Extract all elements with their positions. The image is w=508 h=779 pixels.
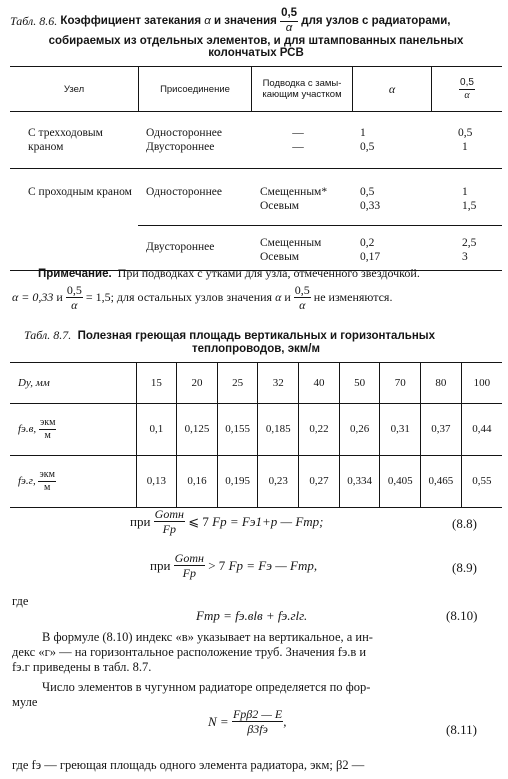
equation-8-9	[150, 552, 317, 579]
cell-connection: Одностороннее	[146, 186, 222, 198]
value-cell: 0,22	[299, 403, 340, 455]
eq-rhs: Fр = Fэ1+p — Fтр;	[212, 513, 324, 529]
cell-ratio: 1,5	[462, 200, 477, 212]
cell-ratio: 1	[462, 141, 468, 153]
table-label: Табл. 8.7.	[24, 328, 72, 342]
cell-alpha: 0,5	[360, 141, 375, 153]
diameter-cell: 70	[380, 363, 421, 403]
note-text: не изменяются.	[313, 290, 393, 304]
note-alpha-eq: α = 0,33	[12, 290, 54, 304]
equation-8-11	[208, 708, 287, 735]
value-cell: 0,125	[177, 403, 218, 455]
value-cell: 0,55	[461, 455, 502, 507]
eq-text: при	[150, 557, 171, 573]
diameter-cell: 32	[258, 363, 299, 403]
paragraph-line: где fэ — греющая площадь одного элемента радиатора, экм; β2 —	[12, 758, 365, 772]
note-text: и	[56, 290, 63, 304]
equation-8-8	[130, 508, 324, 535]
paragraph	[12, 680, 504, 710]
where-word: где	[12, 594, 29, 608]
cell-ratio: 0,5	[458, 127, 473, 139]
eq-fraction: $\frac{\text{Fрβ2 — E}}{\beta 3fэ}$	[232, 707, 283, 736]
caption-text: и значения	[214, 15, 277, 27]
table-row	[138, 169, 502, 226]
equation-number: (8.9)	[452, 560, 477, 575]
caption-line-2: собираемых из отдельных элементов, и для штампованных панельных	[48, 35, 464, 47]
eq-relation: > 7	[208, 557, 226, 573]
value-cell: 0,23	[258, 455, 299, 507]
paragraph	[12, 630, 504, 675]
paragraph-line: В формуле (8.10) индекс «в» указывает на вертикальное, а ин-	[42, 630, 373, 644]
caption-line-3: колончатых РСВ	[208, 47, 304, 59]
cell-feed: Осевым	[260, 251, 300, 263]
diameter-cell: 15	[136, 363, 177, 403]
dy-label: Dу, мм	[18, 376, 50, 389]
note	[12, 266, 504, 311]
value-cell: 0,26	[339, 403, 380, 455]
table-8-6	[10, 66, 502, 271]
table-row	[10, 455, 502, 507]
row-label: fэ.г, $\frac{\text{экм}}{м}$	[18, 468, 55, 493]
cell-feed: Смещенным	[260, 237, 322, 249]
cell-feed: —	[292, 141, 304, 153]
row-label: fэ.в, $\frac{\text{экм}}{м}$	[18, 416, 56, 441]
eq-rhs: Fр = Fэ — Fтр,	[228, 557, 318, 573]
cell-ratio: 1	[462, 186, 468, 198]
note-text: = 1,5; для остальных узлов значения	[85, 290, 273, 304]
caption-fraction: $\frac{0,5}{\alpha}$	[281, 7, 298, 34]
cell-alpha: 0,2	[360, 237, 375, 249]
table-row-group	[10, 169, 502, 271]
header-feed: Подводка с замы-кающим участком	[251, 67, 352, 111]
diameter-cell: 80	[421, 363, 462, 403]
value-cell: 0,155	[217, 403, 258, 455]
paragraph-line: муле	[12, 695, 38, 709]
cell-connection: Двустороннее	[146, 241, 215, 253]
cell-alpha: 1	[360, 127, 366, 139]
value-cell: 0,195	[217, 455, 258, 507]
value-cell: 0,185	[258, 403, 299, 455]
cell-feed: —	[292, 127, 304, 139]
equation-number: (8.8)	[452, 516, 477, 531]
header-ratio: $\frac{0,5}{\alpha}$	[431, 67, 502, 111]
alpha-symbol: α	[275, 290, 282, 304]
eq-text: при	[130, 513, 151, 529]
cell-node: С трехходовым краном	[28, 127, 103, 153]
table-8-6-caption	[10, 8, 502, 59]
header-node: Узел	[63, 83, 85, 95]
cell-ratio: 2,5	[462, 237, 477, 249]
table-row	[138, 226, 502, 270]
paragraph-line: декс «г» — на горизонтальное расположение труб. Значения fэ.в и	[12, 645, 367, 659]
equation-number: (8.10)	[446, 608, 478, 623]
cell-connection: Двустороннее	[146, 141, 215, 153]
caption-line-2: теплопроводов, экм/м	[191, 343, 321, 355]
value-cell: 0,44	[461, 403, 502, 455]
value-cell: 0,13	[136, 455, 177, 507]
cell-alpha: 0,5	[360, 186, 375, 198]
value-cell: 0,334	[339, 455, 380, 507]
value-cell: 0,465	[421, 455, 462, 507]
caption-text: Полезная греющая площадь вертикальных и горизонтальных	[77, 330, 435, 342]
eq-relation: ⩽ 7	[188, 513, 209, 529]
table-8-7	[10, 362, 502, 508]
cell-feed: Смещенным*	[260, 186, 328, 198]
note-label: Примечание.	[38, 268, 112, 280]
note-fraction: $\frac{0,5}{\alpha}$	[66, 283, 82, 312]
diameter-row	[10, 363, 502, 403]
paragraph-line: fэ.г приведены в табл. 8.7.	[12, 660, 152, 674]
cell-feed: Осевым	[260, 200, 300, 212]
header-connection: Присоединение	[138, 67, 251, 111]
eq-lhs: N =	[208, 713, 229, 729]
eq-text: ,	[283, 713, 287, 729]
table-row	[10, 403, 502, 455]
note-text: и	[284, 290, 291, 304]
diameter-cell: 20	[177, 363, 218, 403]
equation-number: (8.11)	[446, 722, 477, 737]
value-cell: 0,27	[299, 455, 340, 507]
alpha-symbol: α	[204, 15, 211, 27]
table-label: Табл. 8.6.	[10, 13, 58, 28]
caption-text: для узлов с радиаторами,	[301, 15, 451, 27]
cell-alpha: 0,33	[360, 200, 381, 212]
value-cell: 0,405	[380, 455, 421, 507]
cell-ratio: 3	[462, 251, 468, 263]
value-cell: 0,31	[380, 403, 421, 455]
diameter-cell: 25	[217, 363, 258, 403]
eq-fraction: $\frac{\text{Gотн}}{Fр}$	[154, 507, 184, 536]
table-row	[10, 112, 502, 169]
diameter-cell: 50	[339, 363, 380, 403]
paragraph-line: Число элементов в чугунном радиаторе определяется по фор-	[42, 680, 371, 694]
value-cell: 0,16	[177, 455, 218, 507]
value-cell: 0,1	[136, 403, 177, 455]
cell-alpha: 0,17	[360, 251, 381, 263]
diameter-cell: 40	[299, 363, 340, 403]
eq-fraction: $\frac{\text{Gотн}}{Fр}$	[174, 551, 204, 580]
note-fraction: $\frac{0,5}{\alpha}$	[294, 283, 310, 312]
table-header-row	[10, 67, 502, 112]
cell-connection: Одностороннее	[146, 127, 222, 139]
cell-node: С проходным краном	[28, 186, 132, 198]
value-cell: 0,37	[421, 403, 462, 455]
equation-8-10: Fтр = fэ.вlв + fэ.гlг.	[196, 608, 308, 623]
header-alpha: α	[352, 67, 431, 111]
table-8-7-caption	[10, 328, 502, 355]
note-text: При подводках с утками для узла, отмеченного звездочкой.	[117, 266, 420, 280]
diameter-cell: 100	[461, 363, 502, 403]
caption-text: Коэффициент затекания	[60, 15, 202, 27]
